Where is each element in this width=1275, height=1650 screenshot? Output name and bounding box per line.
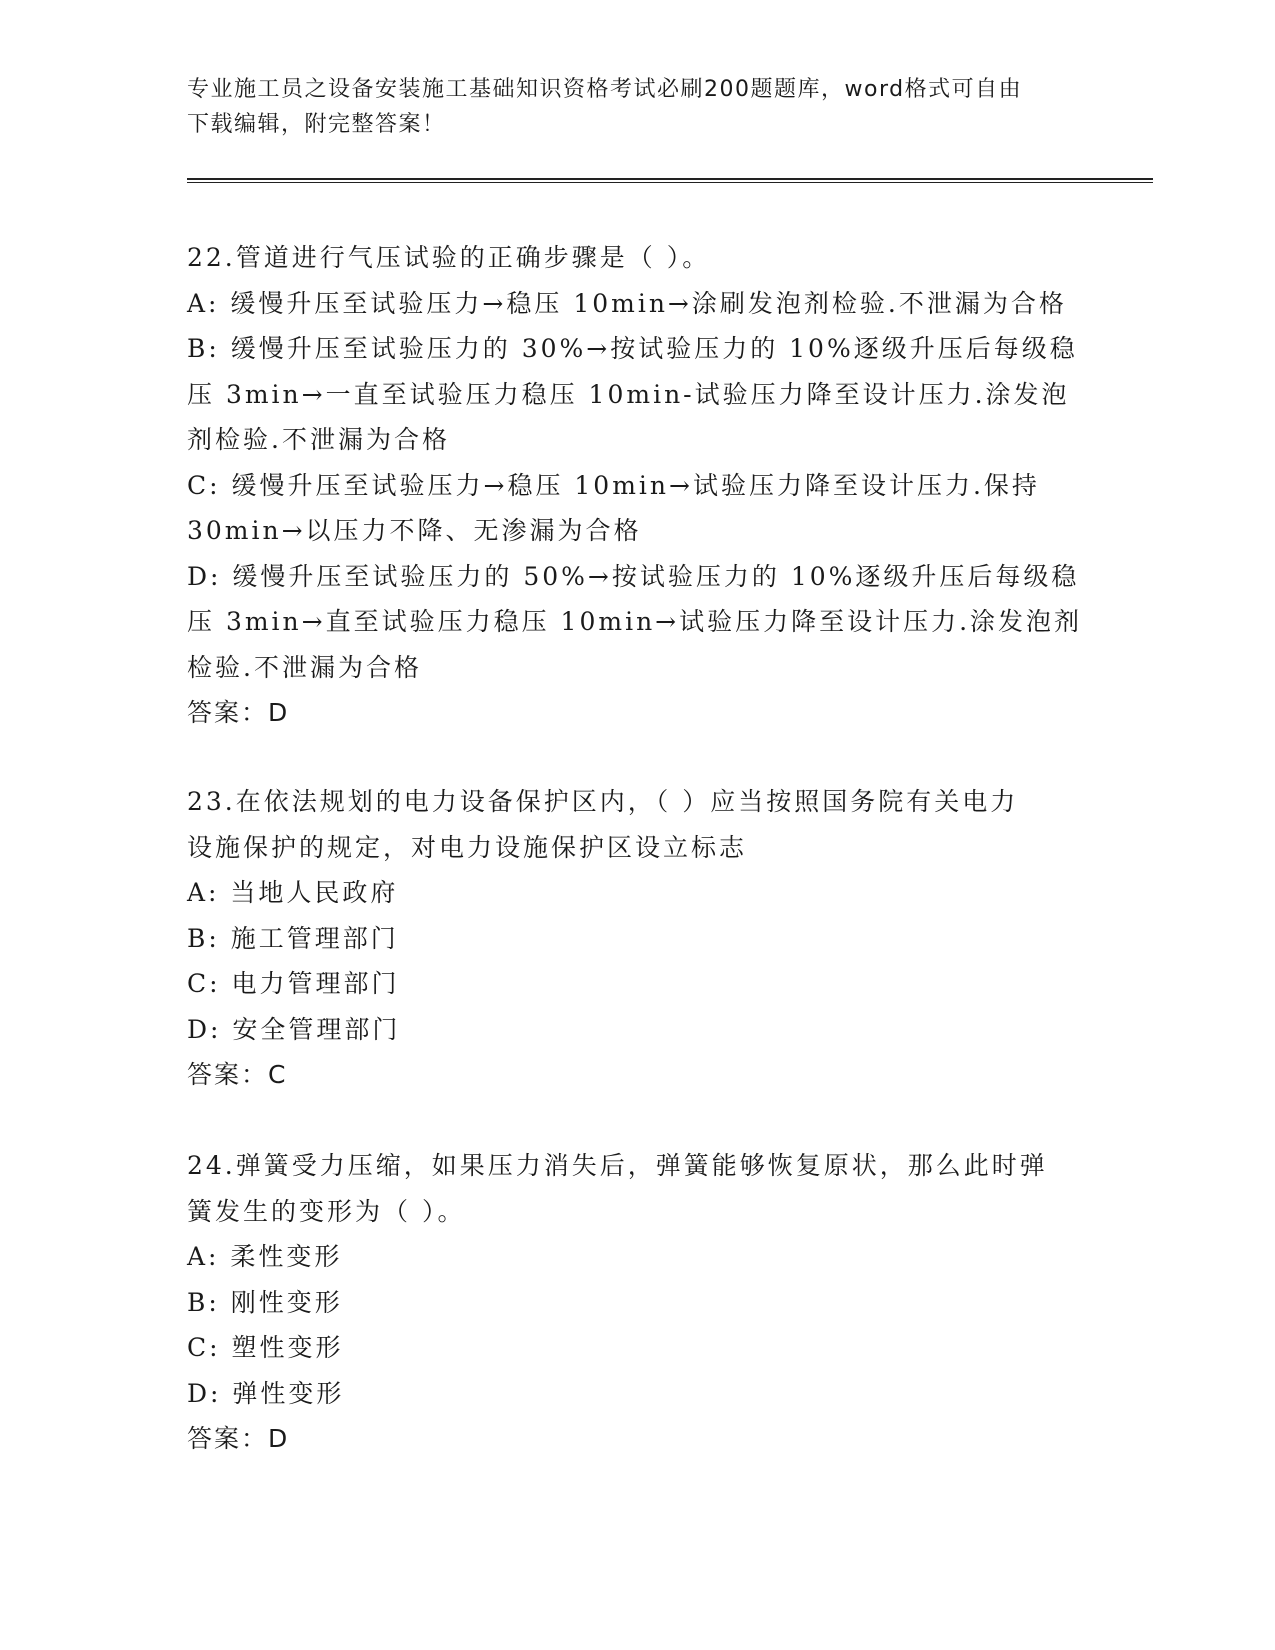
option-b: B: 刚性变形 — [187, 1287, 343, 1317]
question-24 — [187, 1143, 1087, 1462]
answer-label: 答案：D — [187, 698, 290, 727]
header-divider — [187, 178, 1153, 183]
question-stem: 22.管道进行气压试验的正确步骤是（ ）。 — [187, 243, 711, 272]
answer-label: 答案：C — [187, 1060, 288, 1089]
option-c: C: 缓慢升压至试验压力→稳压 10min→试验压力降至设计压力.保持 — [187, 470, 1040, 500]
option-b: B: 施工管理部门 — [187, 923, 399, 953]
option-d-continued: 检验.不泄漏为合格 — [187, 652, 422, 682]
question-23 — [187, 779, 1087, 1098]
option-a: A: 当地人民政府 — [187, 878, 399, 907]
option-b: B: 缓慢升压至试验压力的 30%→按试验压力的 10%逐级升压后每级稳 — [187, 334, 1078, 363]
answer-label: 答案：D — [187, 1424, 290, 1453]
question-stem: 24.弹簧受力压缩，如果压力消失后，弹簧能够恢复原状，那么此时弹 — [187, 1151, 1048, 1180]
option-c-continued: 30min→以压力不降、无渗漏为合格 — [187, 516, 642, 545]
question-22 — [187, 235, 1087, 736]
option-c: C: 电力管理部门 — [187, 969, 400, 998]
header-line: 下载编辑，附完整答案！ — [187, 112, 446, 137]
option-b-continued: 剂检验.不泄漏为合格 — [187, 425, 450, 454]
option-d: D: 弹性变形 — [187, 1378, 345, 1408]
option-c: C: 塑性变形 — [187, 1333, 344, 1362]
option-d: D: 安全管理部门 — [187, 1014, 401, 1044]
question-stem: 23.在依法规划的电力设备保护区内，（ ）应当按照国务院有关电力 — [187, 787, 1019, 816]
option-d: D: 缓慢升压至试验压力的 50%→按试验压力的 10%逐级升压后每级稳 — [187, 561, 1080, 591]
document-header — [187, 72, 1067, 142]
option-b-continued: 压 3min→一直至试验压力稳压 10min-试验压力降至设计压力.涂发泡 — [187, 379, 1070, 409]
option-d-continued: 压 3min→直至试验压力稳压 10min→试验压力降至设计压力.涂发泡剂 — [187, 607, 1083, 636]
option-a: A: 柔性变形 — [187, 1242, 343, 1271]
option-a: A: 缓慢升压至试验压力→稳压 10min→涂刷发泡剂检验.不泄漏为合格 — [187, 288, 1067, 318]
question-stem-continued: 设施保护的规定，对电力设施保护区设立标志 — [187, 832, 748, 862]
question-stem-continued: 簧发生的变形为（ ）。 — [187, 1196, 466, 1226]
header-line: 专业施工员之设备安装施工基础知识资格考试必刷200题题库，word格式可自由 — [187, 77, 1023, 102]
